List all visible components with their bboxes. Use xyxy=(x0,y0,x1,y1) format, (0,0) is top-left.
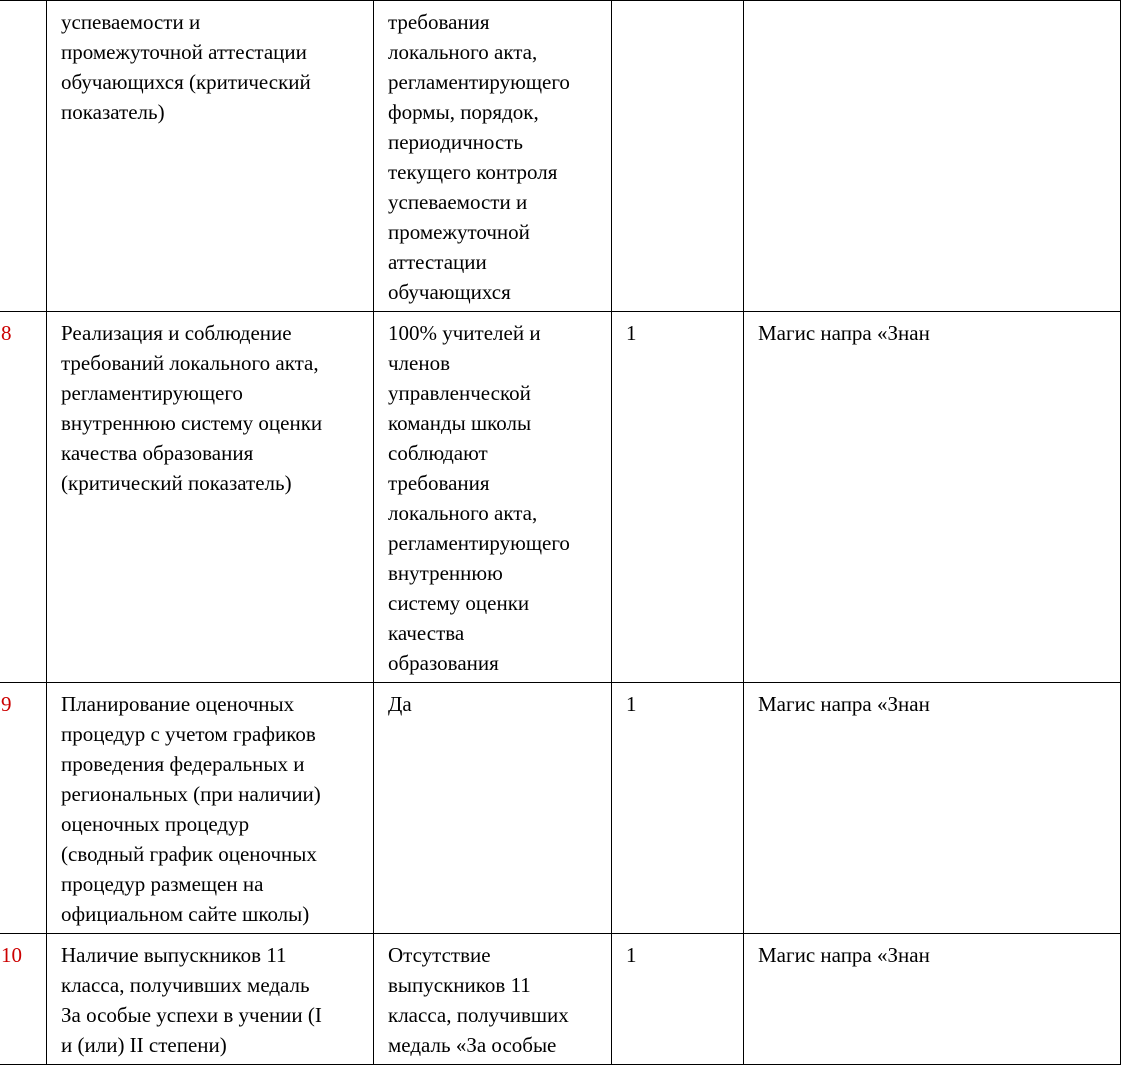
score-text: 1 xyxy=(626,321,637,345)
row-number-cell xyxy=(0,683,47,934)
project-text: Магис напра «Знан xyxy=(758,943,930,967)
criterion-cell xyxy=(47,312,374,683)
indicator-cell xyxy=(374,934,612,1065)
score-cell xyxy=(612,934,744,1065)
criterion-cell xyxy=(47,1,374,312)
criterion-text: успеваемости и промежуточной аттестации обучающихся (критический показатель) xyxy=(61,10,311,124)
criterion-cell xyxy=(47,683,374,934)
indicator-cell xyxy=(374,683,612,934)
indicator-cell xyxy=(374,1,612,312)
score-cell xyxy=(612,683,744,934)
project-cell xyxy=(744,683,1121,934)
criterion-text: Наличие выпускников 11 класса, получивших медаль За особые успехи в учении (I и (или) II степени) xyxy=(61,943,322,1057)
score-text: 1 xyxy=(626,943,637,967)
row-number-cell xyxy=(0,312,47,683)
row-number-cell xyxy=(0,934,47,1065)
project-text: Магис напра «Знан xyxy=(758,692,930,716)
project-cell xyxy=(744,312,1121,683)
project-cell xyxy=(744,1,1121,312)
table-row xyxy=(0,312,1121,683)
table-row xyxy=(0,683,1121,934)
table-row xyxy=(0,1,1121,312)
indicator-text: 100% учителей и членов управленческой команды школы соблюдают требования локального акта, регламентирующего внутреннюю систему оценки качества образования xyxy=(388,321,570,675)
row-number: 10 xyxy=(1,943,22,967)
row-number-cell xyxy=(0,1,47,312)
score-cell xyxy=(612,1,744,312)
score-text: 1 xyxy=(626,692,637,716)
indicator-text: Да xyxy=(388,692,412,716)
score-cell xyxy=(612,312,744,683)
criterion-cell xyxy=(47,934,374,1065)
indicator-cell xyxy=(374,312,612,683)
indicator-text: Отсутствие выпускников 11 класса, получивших медаль «За особые xyxy=(388,943,569,1057)
project-cell xyxy=(744,934,1121,1065)
table-row xyxy=(0,934,1121,1065)
project-text: Магис напра «Знан xyxy=(758,321,930,345)
indicator-text: требования локального акта, регламентирующего формы, порядок, периодичность текущего контроля успеваемости и промежуточной аттестации обучающихся xyxy=(388,10,570,304)
criterion-text: Реализация и соблюдение требований локального акта, регламентирующего внутреннюю систему оценки качества образования (критический показатель) xyxy=(61,321,323,495)
row-number: 9 xyxy=(1,692,12,716)
criterion-text: Планирование оценочных процедур с учетом графиков проведения федеральных и региональных (при наличии) оценочных процедур (сводный график оценочных процедур размещен на официальном сайте школы) xyxy=(61,692,321,926)
row-number: 8 xyxy=(1,321,12,345)
